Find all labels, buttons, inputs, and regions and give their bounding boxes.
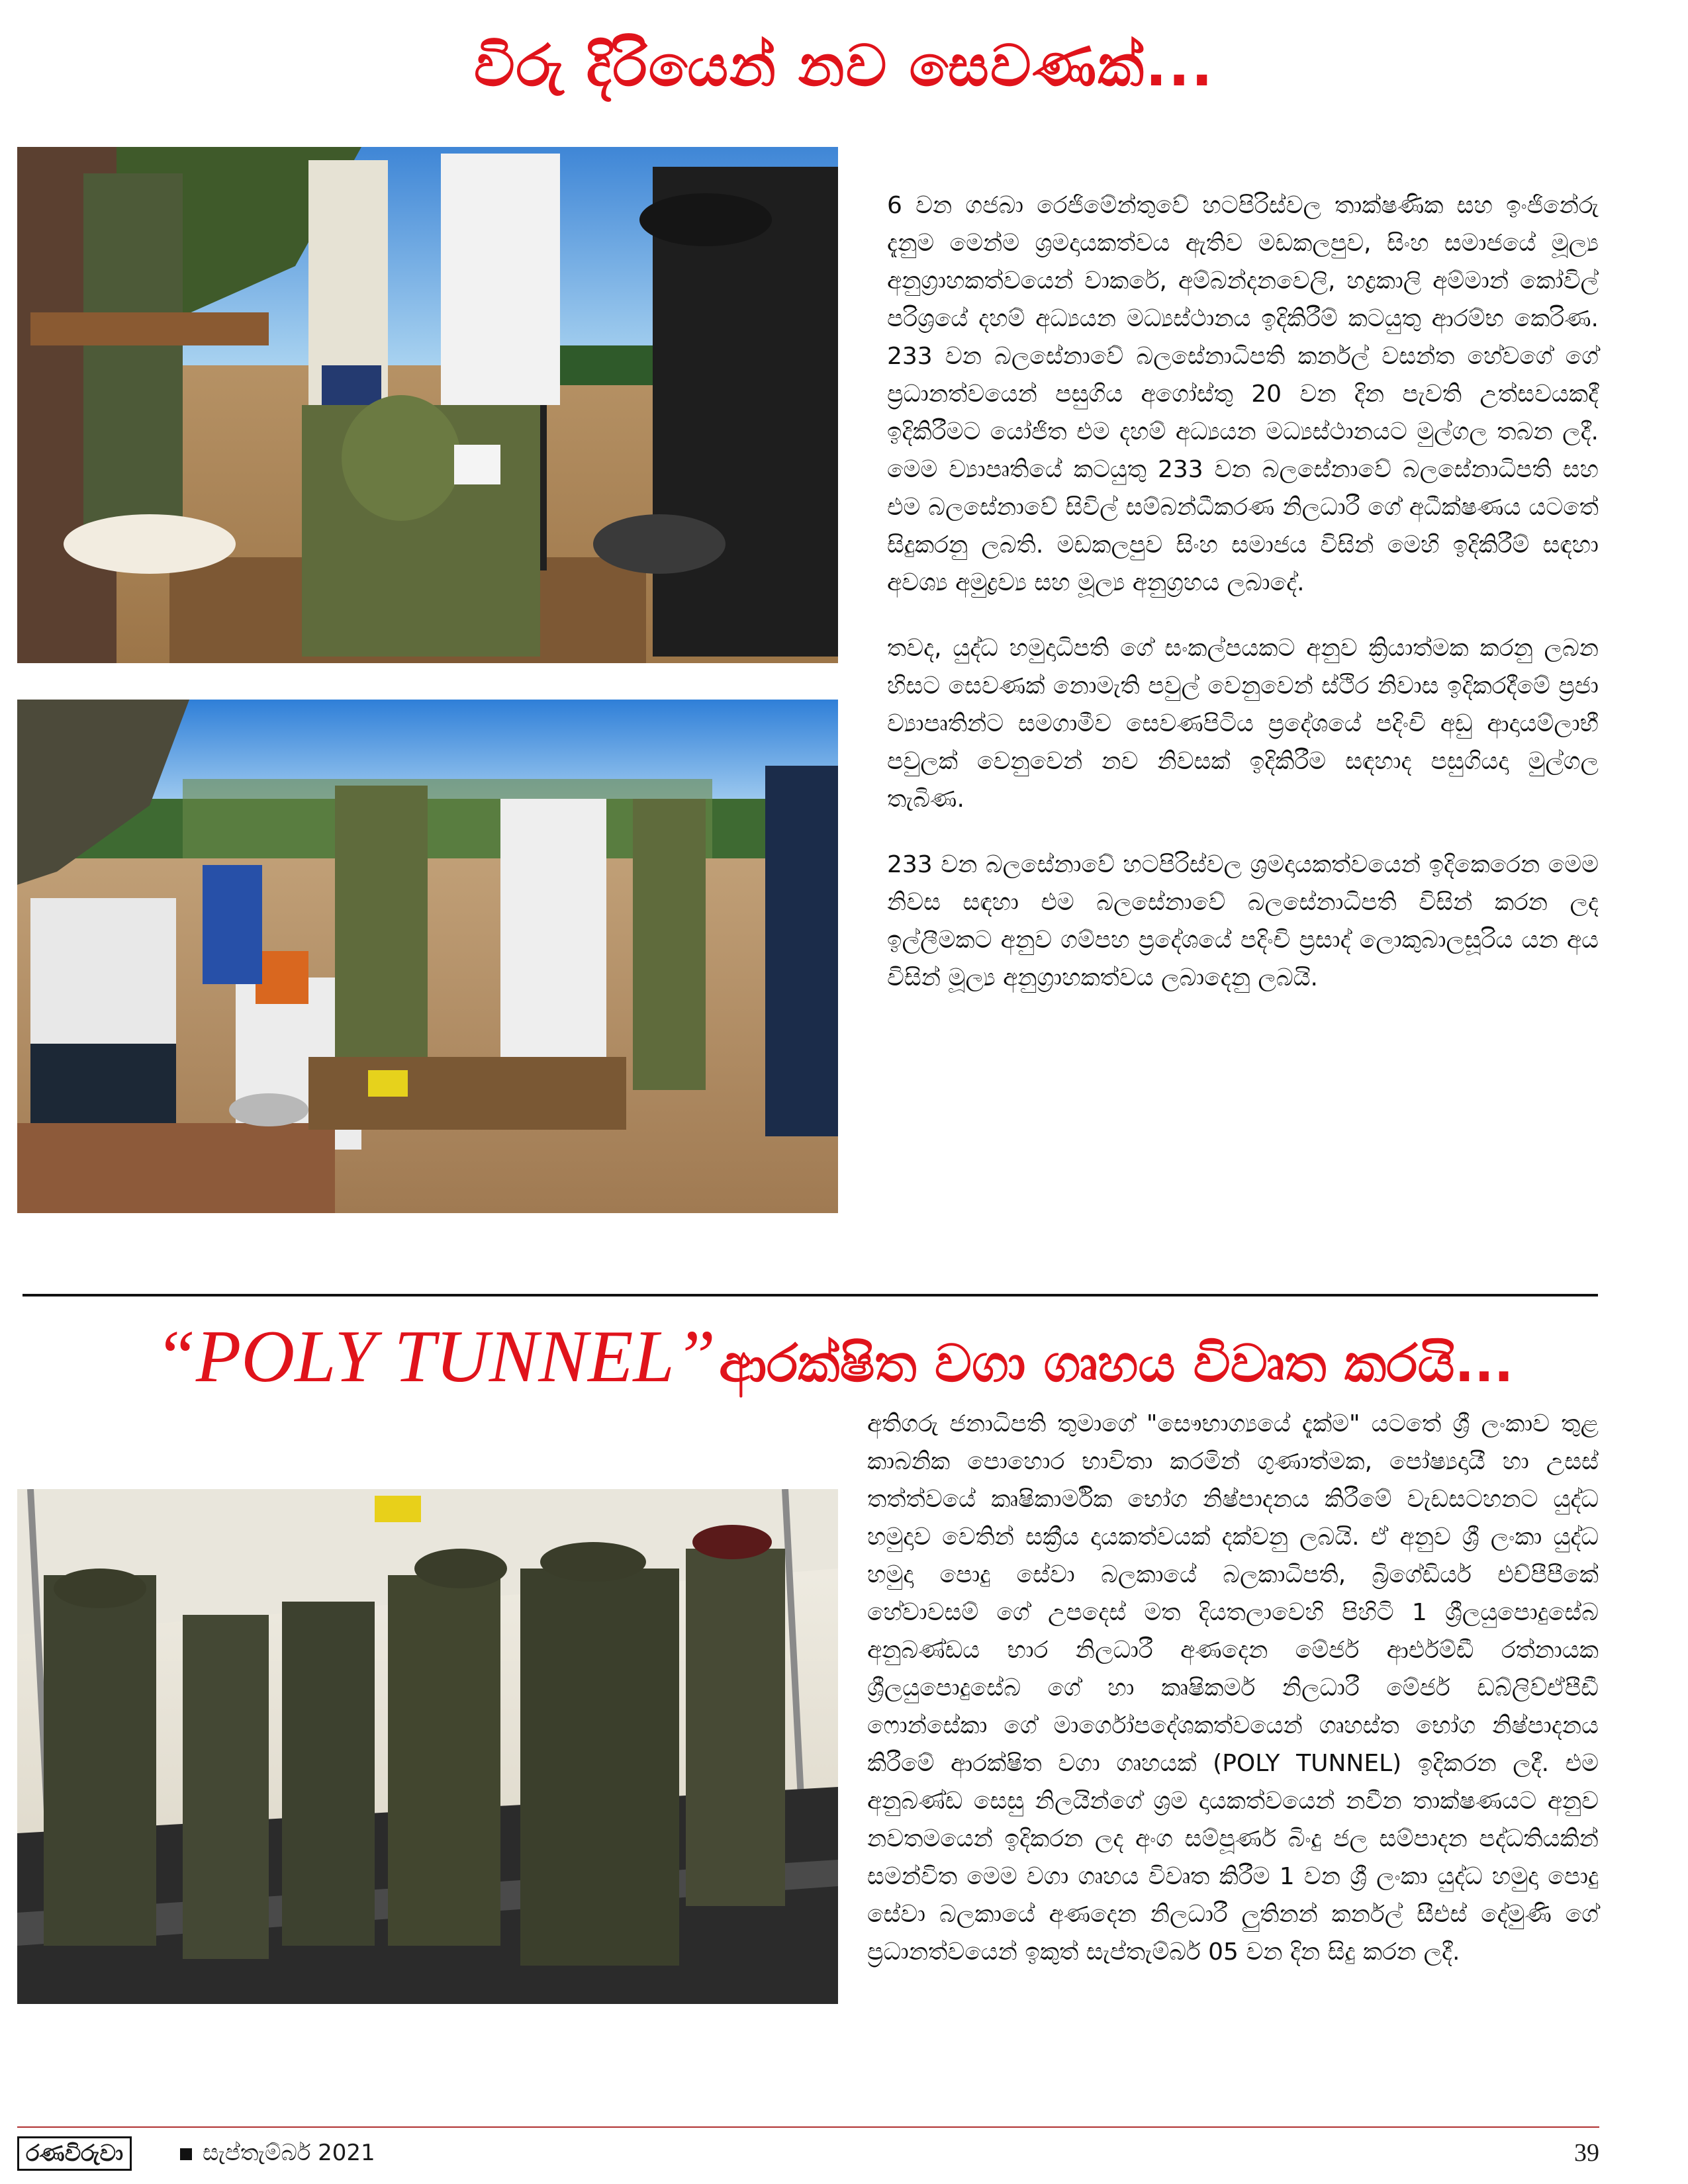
- article2-body: [867, 1405, 1599, 1999]
- page-number: 39: [1574, 2139, 1599, 2167]
- footer-date: [180, 2136, 375, 2169]
- article1-headline: විරු දිරියෙන් නව සෙවණක්...: [473, 33, 1215, 99]
- article1-paragraph: 233 වන බලසේනාවේ හටපිරිස්වල ශ්‍රමදායකත්වයෙන් ඉදිකෙරෙන මෙම නිවස සඳහා එම බලසේනාවේ බලසේනාධිපති විසින් කරන ලද ඉල්ලීමකට අනුව ගම්පහ ප්‍රදේශයේ පදිංචි ප්‍රසාද් ලොකුබාලසූරිය යන අය විසින් මූල්‍ය අනුග්‍රාහකත්වය ලබාදෙනු ලබයි.: [887, 851, 1599, 991]
- article2-paragraph: අතිගරු ජනාධිපති තුමාගේ "සෞභාග්‍යයේ දැක්ම" යටතේ ශ්‍රී ලංකාව තුළ කාබනික පොහොර භාවිතා කරමින් ගුණාත්මක, පෝෂ්‍යදායී හා උසස් තත්ත්වයේ කෘෂිකාර්මික භෝග නිෂ්පාදනය කිරීමේ වැඩසටහනට යුද්ධ හමුදාව වෙතින් සක්‍රීය දායකත්වයක් දක්වනු ලබයි. ඒ අනුව ශ්‍රී ලංකා යුද්ධ හමුදා පොදු සේවා බලකායේ බලකාධිපති, බ්‍රිගේඩියර් එච්පීපීකේ හේවාවසම් ගේ උපදෙස් මත දියතලාවෙහි පිහිටි 1 ශ්‍රීලයුපොදුසේබ අනුබණ්ඩය භාර නිලධාරී අණදෙන මේජර් ආර්එම්ඩී රත්නායක ශ්‍රීලයුපොදුසේබ ගේ හා කෘෂිකර්ම නිලධාරී මේජර් ඩබ්ලිව්ඒපීඩී ෆොන්සේකා ගේ මාර්ගෝපදේශකත්වයෙන් ගෘහස්ත භෝග නිෂ්පාදනය කිරීමේ ආරක්ෂිත වගා ගෘහයක් (POLY TUNNEL) ඉදිකරන ලදී. එම අනුබණ්ඩ සෙසු නිලයින්ගේ ශ්‍රම දායකත්වයෙන් නවීන තාක්ෂණයට අනුව නවතමයෙන් ඉදිකරන ලද අංග සම්පූර්ණ බිංදු ජල සම්පාදන පද්ධතියකින් සමන්විත මෙම වගා ගෘහය විවෘත කිරීම 1 වන ශ්‍රී ලංකා යුද්ධ හමුදා පොදු සේවා බලකායේ අණදෙන නිලධාරී ලුතිනන් කර්නල් සීඑස් දේමුණි ගේ ප්‍රධානත්වයෙන් ඉකුත් සැප්තැම්බර් 05 වන දින සිදු කරන ලදී.: [867, 1410, 1599, 1966]
- footer-magazine-name: රණවිරුවා: [17, 2136, 132, 2171]
- photo-poly-tunnel-officers: [17, 1489, 838, 2004]
- article2-headline-sinhala: ආරක්ෂිත වගා ගෘහය විවෘත කරයි...: [719, 1334, 1514, 1394]
- article1-body: [887, 187, 1599, 1024]
- section-divider: [23, 1294, 1598, 1297]
- article2-headline: [40, 1314, 1628, 1400]
- photo-house-foundation-laying: [17, 700, 838, 1213]
- article1-paragraph: තවද, යුද්ධ හමුදාධිපති ගේ සංකල්පයකට අනුව ක්‍රියාත්මක කරනු ලබන හිසට සෙවණක් නොමැති පවුල් වෙනුවෙන් ස්ථිර නිවාස ඉදිකරදීමේ ප්‍රජා ව්‍යාපෘතින්ට සමගාමීව සෙවණපිටිය ප්‍රදේශයේ පදිංචි අඩු ආදායම්ලාභී පවුලක් වෙනුවෙන් නව නිවසක් ඉදිකිරීම සඳහාද පසුගියදා මුල්ගල තැබිණ.: [887, 635, 1599, 813]
- article1-paragraph: 6 වන ගජබා රෙජිමේන්තුවේ හටපිරිස්වල තාක්ෂණික සහ ඉංජිනේරු දැනුම මෙන්ම ශ්‍රමදායකත්වය ඇතිව මඩකලපුව, සිංහ සමාජයේ මූල්‍ය අනුග්‍රාහකත්වයෙන් වාකරේ, අම්බන්දනවෙලි, හද්‍රකාලි අම්මාන් කෝවිල් පරිශ්‍රයේ දහම් අධ්‍යයන මධ්‍යස්ථානය ඉදිකිරීම් කටයුතු ආරම්භ කෙරිණ. 233 වන බලසේනාවේ බලසේනාධිපති කර්නල් වසන්ත හේවගේ ගේ ප්‍රධානත්වයෙන් පසුගිය අගෝස්තු 20 වන දින පැවති උත්සවයකදී ඉදිකිරීමට යෝජිත එම දහම් අධ්‍යයන මධ්‍යස්ථානයට මුල්ගල තබන ලදී. මෙම ව්‍යාපෘතියේ කටයුතු 233 වන බලසේනාවේ බලසේනාධිපති සහ එම බලසේනාවේ සිවිල් සම්බන්ධීකරණ නිලධාරී ගේ අධීක්ෂණය යටතේ සිදුකරනු ලබති. මඩකලපුව සිංහ සමාජය විසින් මෙහි ඉදිකිරීම් සඳහා අවශ්‍ය අමුද්‍රව්‍ය සහ මූල්‍ය අනුග්‍රහය ලබාදේ.: [887, 192, 1599, 596]
- article2-headline-latin: “POLY TUNNEL”: [154, 1316, 716, 1398]
- bullet-square-icon: [180, 2148, 192, 2160]
- footer-rule: [17, 2126, 1599, 2128]
- photo-foundation-stone-ceremony: [17, 147, 838, 663]
- footer-date-text: සැප්තැම්බර් 2021: [203, 2140, 375, 2166]
